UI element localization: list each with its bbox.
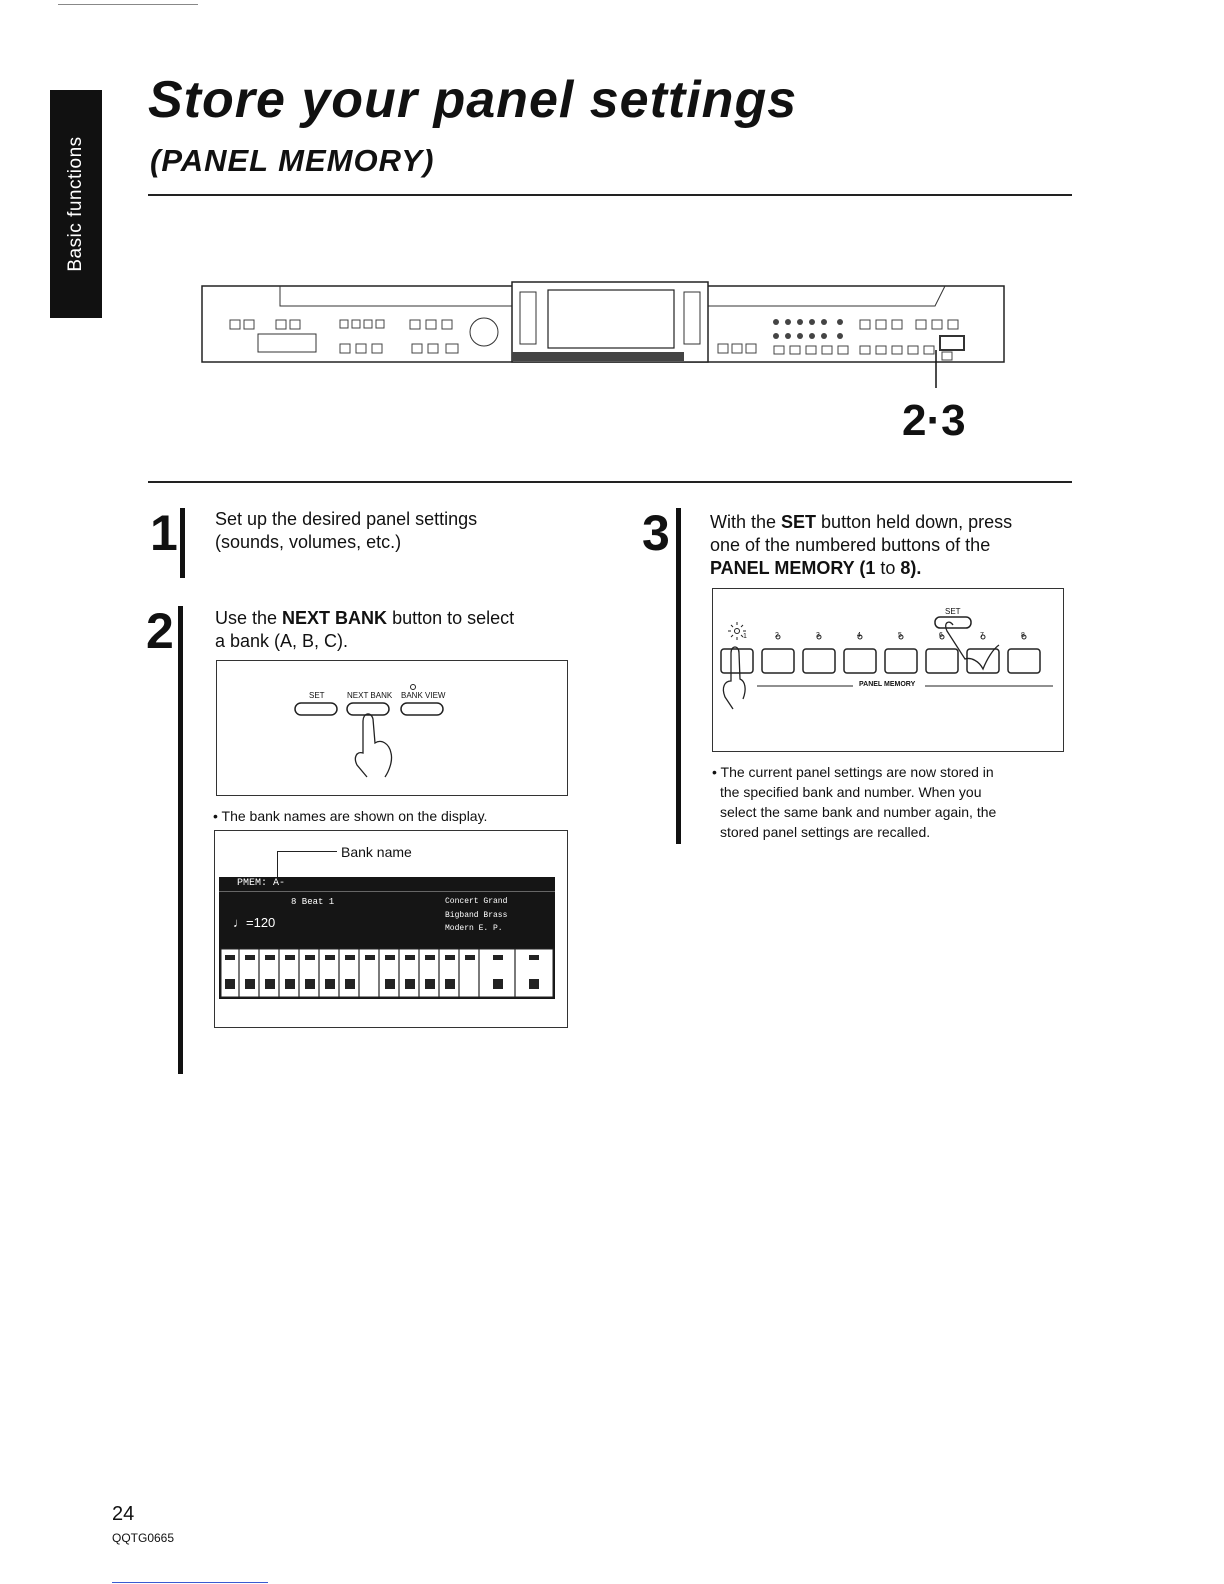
next-bank-button-shape [347,703,389,715]
panel-memory-figure [712,588,1064,752]
memory-number-1: 1 [743,633,747,640]
step-3-number: 3 [642,505,670,561]
step-3-note [712,762,996,842]
side-tab [50,90,102,318]
step-3-text [710,511,1012,580]
left-finger-icon [723,647,745,709]
lcd-sound-3: Modern E. P. [445,924,503,933]
memory-set-button-shape [935,617,971,628]
step-2-note: • The bank names are shown on the display. [213,808,488,824]
top-rule [58,4,198,5]
pressing-finger-icon [355,714,391,777]
memory-number-7: 7 [980,632,984,639]
bank-name-leader-v [277,851,278,877]
step-3-note-line-4: stored panel settings are recalled. [720,824,931,840]
step-1-text [215,508,477,554]
lcd-tempo: ♩=120 [233,915,276,930]
step-3-note-line-3: select the same bank and number again, the [720,804,997,820]
document-code: QQTG0665 [112,1531,175,1545]
panel-memory-drawing [713,589,1063,751]
bank-view-button-shape [401,703,443,715]
step-2-text [215,607,514,653]
step-2-line-1: Use the NEXT BANK button to select [215,608,515,628]
lcd-sound-1: Concert Grand [445,897,508,906]
step-3-line-3: PANEL MEMORY (1 to 8). [710,558,922,578]
lcd-sliders [219,947,555,999]
step-3-line-2: one of the numbered buttons of the [710,535,991,555]
lcd-rhythm: 8 Beat 1 [291,897,335,907]
step-1-line-1: Set up the desired panel settings [215,509,478,529]
step-1-number: 1 [150,505,178,561]
lcd-display [219,877,555,999]
side-tab-label: Basic functions [65,136,86,272]
display-figure [214,830,568,1028]
step-1-bar [180,508,185,578]
memory-number-6: 6 [939,632,943,639]
bank-name-label: Bank name [341,844,412,860]
memory-number-5: 5 [898,632,902,639]
step-2-bar [178,606,183,1074]
panel-memory-label: PANEL MEMORY [859,681,916,688]
set-button-shape [295,703,337,715]
bank-buttons-figure [216,660,568,796]
step-3-line-1: With the SET button held down, press [710,512,1013,532]
step-1-line-2: (sounds, volumes, etc.) [215,532,402,552]
step-2-number: 2 [146,603,174,659]
step-3-bar [676,508,681,844]
step-2-line-2: a bank (A, B, C). [215,631,349,651]
page-title: Store your panel settings [148,71,798,129]
memory-number-4: 4 [857,632,861,639]
lcd-header: PMEM: A- [237,878,286,889]
memory-number-2: 2 [775,632,779,639]
panel-callout: 2·3 [902,396,966,445]
memory-number-8: 8 [1021,632,1025,639]
steps-rule [148,481,1072,483]
bank-name-leader-h [277,851,337,852]
right-finger-icon [946,622,999,669]
memory-number-3: 3 [816,632,820,639]
memory-set-label: SET [945,607,961,616]
next-bank-button-label: NEXT BANK [347,691,393,700]
bank-buttons-drawing [217,661,567,795]
bottom-link-rule [112,1582,268,1583]
title-rule [148,194,1072,196]
lcd-sound-2: Bigband Brass [445,911,508,920]
step-3-note-line-2: the specified bank and number. When you [720,784,982,800]
bank-view-button-label: BANK VIEW [401,691,446,700]
page-number: 24 [112,1503,135,1525]
control-panel-illustration [200,280,1010,390]
step-3-note-line-1: • The current panel settings are now stored in [712,764,994,780]
page-subtitle: (PANEL MEMORY) [150,143,435,178]
set-button-label: SET [309,691,325,700]
